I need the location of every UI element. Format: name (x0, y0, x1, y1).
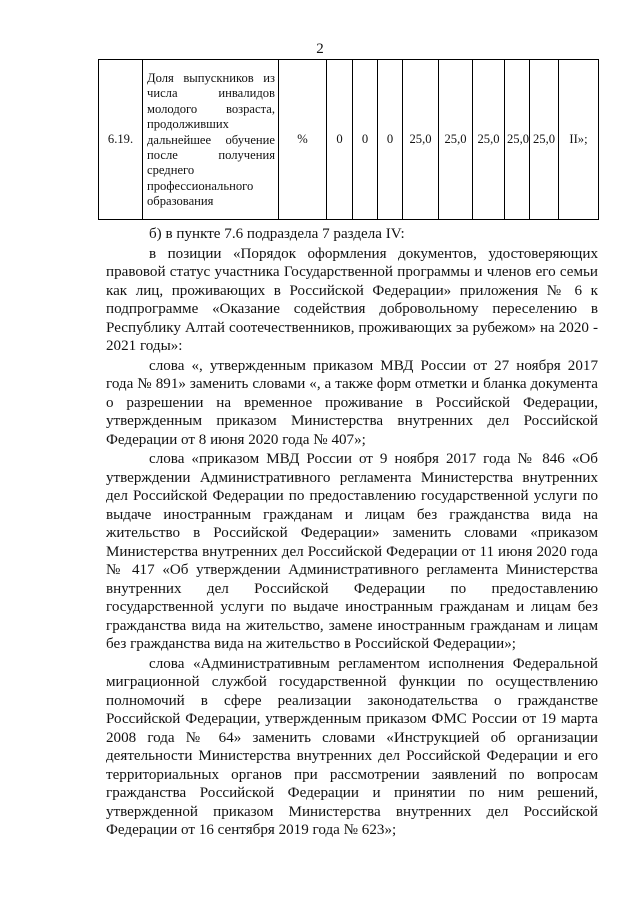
value-cell: 25,0 (530, 60, 559, 220)
unit-cell: % (279, 60, 327, 220)
value-cell: 25,0 (439, 60, 473, 220)
row-number: 6.19. (99, 60, 143, 220)
value-cell: 25,0 (505, 60, 530, 220)
value-cell: 25,0 (473, 60, 505, 220)
paragraph: в позиции «Порядок оформления документов, удостоверяющих правовой статус участника Государственной программы и членов его семьи как лиц, проживающих в Российской Федерации» приложения № 6 к подпрограмме «Оказание содействия добровольному переселению в Республику Алтай соотечественников, проживающих за рубежом» на 2020 - 2021 годы»: (106, 245, 598, 354)
paragraph: слова «, утвержденным приказом МВД России от 27 ноября 2017 года № 891» заменить словами «, а также форм отметки и бланка документа о разрешении на временное проживание в Российской Федерации, утвержденным приказом Министерства внутренних дел Российской Федерации от 8 июня 2020 года № 407»; (106, 357, 598, 448)
paragraph: слова «приказом МВД России от 9 ноября 2017 года № 846 «Об утверждении Административного регламента Министерства внутренних дел Российской Федерации по предоставлению государственной услуги по выдаче иностранным гражданам и лицам без гражданства вида на жительство в Российской Федерации» заменить словами «приказом Министерства внутренних дел Российской Федерации от 11 июня 2020 года № 417 «Об утверждении Административного регламента Министерства внутренних дел Российской Федерации по предоставлению государственной услуги по выдаче иностранным гражданам и лицам без гражданства вида на жительство, замене иностранным гражданам и лицам без гражданства вида на жительство в Российской Федерации»; (106, 451, 598, 652)
paragraph: б) в пункте 7.6 подраздела 7 раздела IV: (149, 226, 405, 242)
mark-cell: II»; (559, 60, 599, 220)
document-body (106, 225, 598, 841)
value-cell: 25,0 (403, 60, 439, 220)
value-cell: 0 (327, 60, 353, 220)
page-number: 2 (316, 41, 324, 57)
indicator-name: Доля выпускников из числа инвалидов молодого возраста, продолживших дальнейшее обучение после получения среднего профессионального образования (143, 60, 279, 220)
paragraph: слова «Административным регламентом исполнения Федеральной миграционной службой государственной функции по осуществлению полномочий в сфере реализации законодательства о гражданстве Российской Федерации, утвержденным приказом ФМС России от 19 марта 2008 года № 64» заменить словами «Инструкцией об организации деятельности Министерства внутренних дел Российской Федерации и его территориальных органов при рассмотрении заявлений по вопросам гражданства Российской Федерации и принятии по ним решений, утвержденной приказом Министерства внутренних дел Российской Федерации от 16 сентября 2019 года № 623»; (106, 655, 598, 838)
indicator-table (98, 59, 599, 220)
value-cell: 0 (353, 60, 378, 220)
value-cell: 0 (378, 60, 403, 220)
table-row (99, 60, 599, 220)
